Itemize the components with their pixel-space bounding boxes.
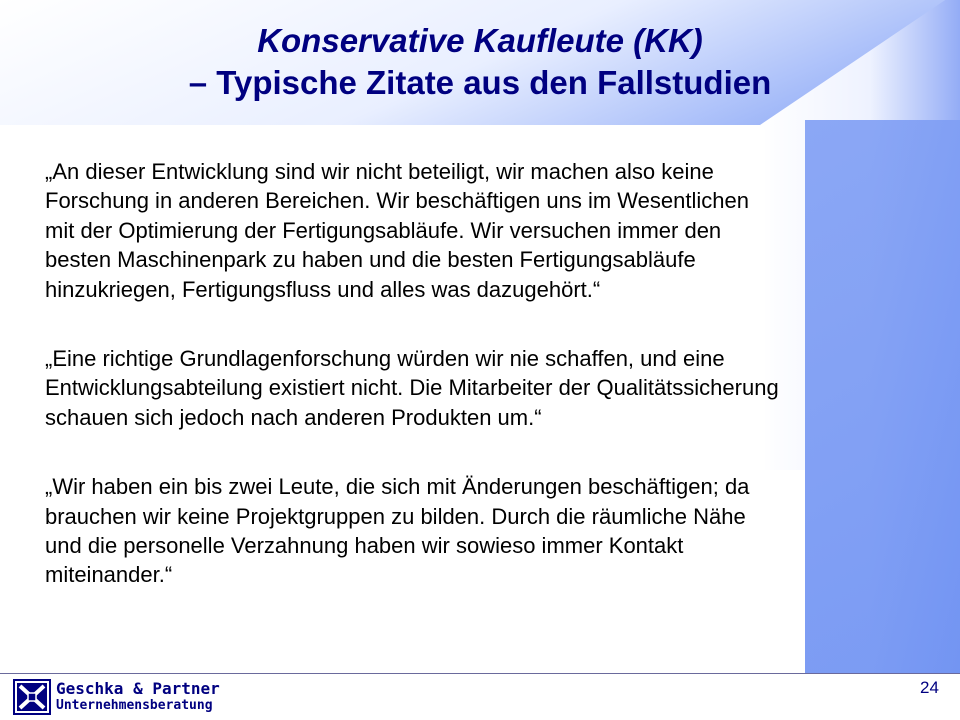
footer-divider: [0, 673, 960, 674]
cross-square-logo-icon: [13, 679, 51, 715]
company-branding: [56, 680, 220, 714]
quote-3: „Wir haben ein bis zwei Leute, die sich mit Änderungen beschäftigen; da brauchen wir keine Projektgruppen zu bilden. Durch die räumliche Nähe und die personelle Verzahnung haben wir sowieso immer Kontakt miteinander.“: [45, 474, 750, 588]
quote-2: „Eine richtige Grundlagenforschung würden wir nie schaffen, und eine Entwicklungsabteilung existiert nicht. Die Mitarbeiter der Qualitätssicherung schauen sich jedoch nach anderen Produkten um.“: [45, 346, 779, 430]
company-subtitle: Unternehmensberatung: [56, 698, 213, 713]
slide-title-line-1: Konservative Kaufleute (KK): [257, 22, 703, 59]
quotes-list: [45, 157, 945, 590]
company-name: Geschka & Partner: [56, 679, 220, 698]
slide-title-line-2: – Typische Zitate aus den Fallstudien: [188, 64, 772, 101]
page-number: 24: [920, 678, 939, 697]
slide-title: [0, 20, 960, 104]
quote-1: „An dieser Entwicklung sind wir nicht beteiligt, wir machen also keine Forschung in anderen Bereichen. Wir beschäftigen uns im Wesentlichen mit der Optimierung der Fertigungsabläufe. Wir versuchen immer den besten Maschinenpark zu haben und die besten Fertigungsabläufe hinzukriegen, Fertigungsfluss und alles was dazugehört.“: [45, 159, 749, 302]
